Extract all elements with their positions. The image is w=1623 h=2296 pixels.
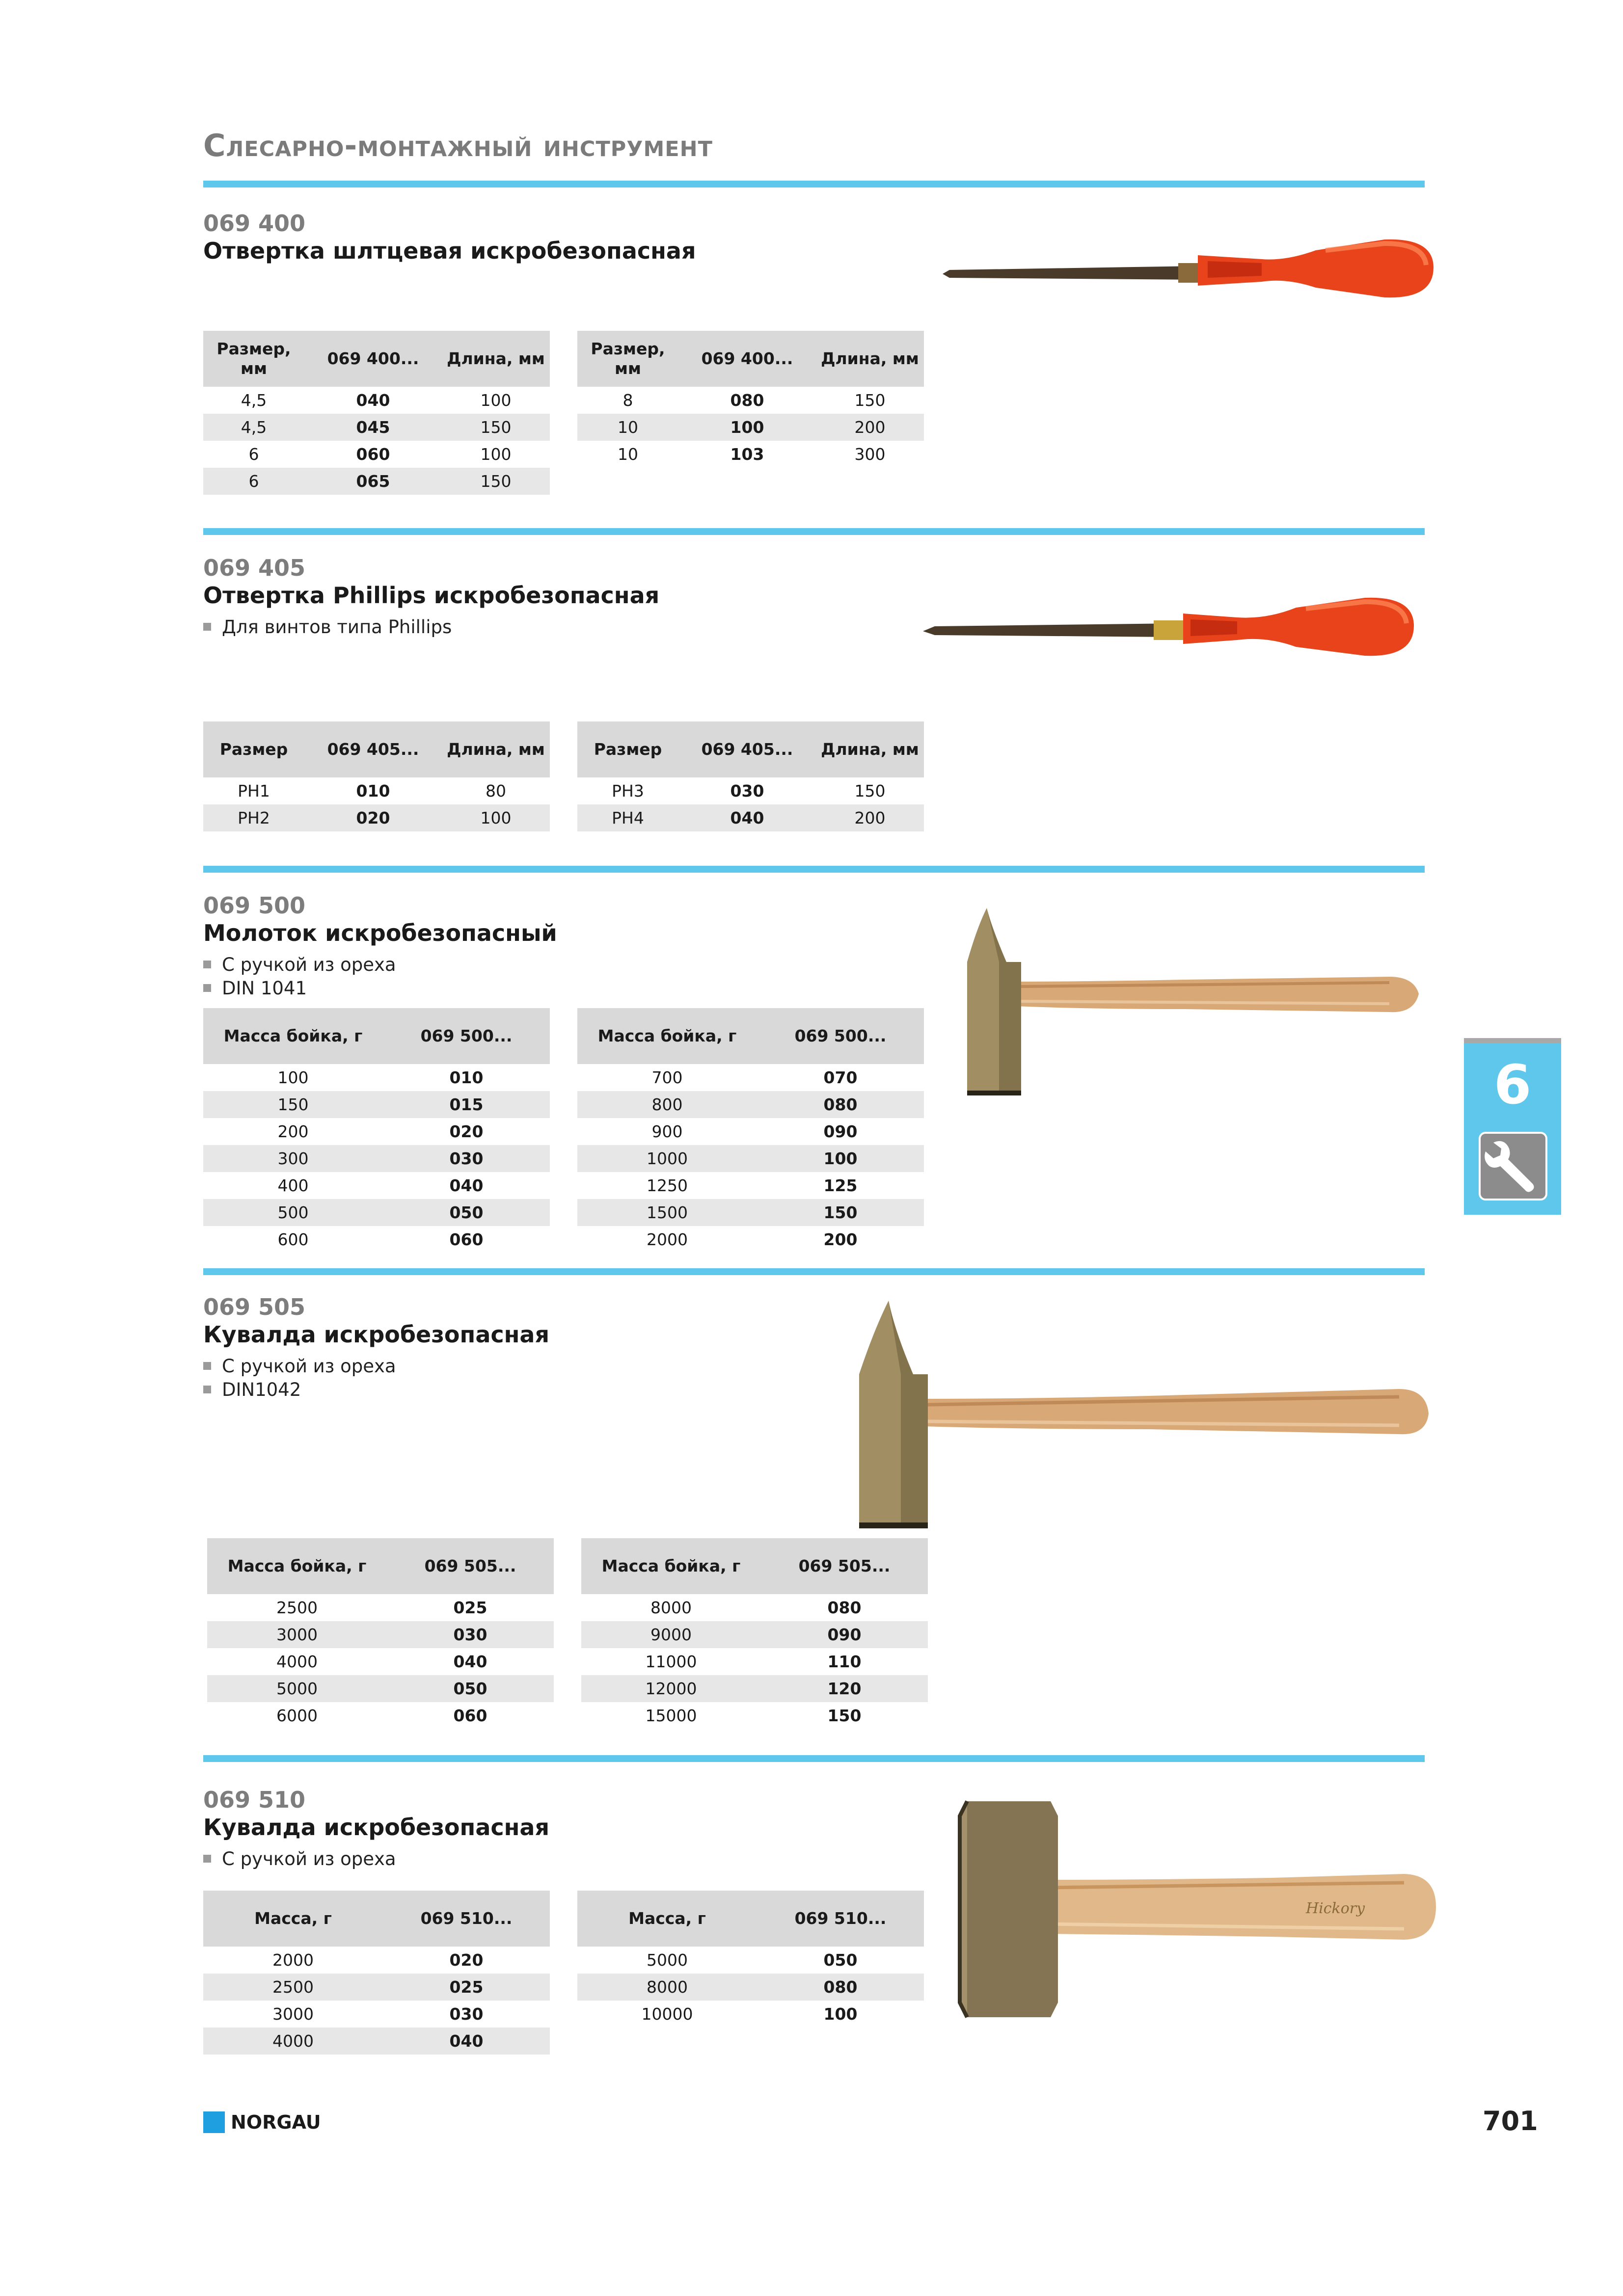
feature-text: С ручкой из ореха — [222, 954, 396, 975]
cell-mass: 100 — [277, 1068, 309, 1087]
spec-table-069500-b — [577, 1008, 924, 1253]
cell-size: 10 — [618, 445, 638, 464]
product-code: 069 400 — [203, 210, 306, 237]
cell-code: 045 — [304, 414, 442, 441]
feature-text: С ручкой из ореха — [222, 1356, 396, 1377]
bullet-square-icon — [203, 1855, 211, 1863]
cell-mass: 2000 — [647, 1230, 688, 1249]
cell-code: 120 — [761, 1675, 928, 1702]
feature-item — [203, 1847, 549, 1871]
col-header-mass: Масса бойка, г — [577, 1008, 757, 1064]
table-row — [577, 2001, 924, 2028]
hammer-image — [962, 908, 1434, 1104]
spec-table-069400-b — [577, 331, 924, 468]
spec-table-069400-a — [203, 331, 550, 495]
product-name: Кувалда искробезопасная — [203, 1321, 549, 1348]
section-069510-header — [203, 1787, 549, 1871]
table-row — [203, 468, 550, 495]
table-row — [581, 1648, 928, 1675]
cell-size: 4,5 — [241, 391, 267, 410]
cell-code: 030 — [449, 2004, 484, 2024]
cell-mass: 1250 — [647, 1176, 688, 1195]
cell-code: 103 — [730, 445, 764, 464]
col-header-length: Длина, мм — [442, 331, 550, 387]
cell-code: 040 — [449, 1176, 484, 1195]
page-title: Слесарно-монтажный инструмент — [203, 128, 713, 163]
page-number: 701 — [1483, 2106, 1538, 2136]
bullet-square-icon — [203, 623, 211, 631]
section-divider — [203, 1268, 1425, 1275]
cell-code: 040 — [453, 1652, 487, 1671]
table-row — [581, 1675, 928, 1702]
table-row — [203, 387, 550, 414]
section-divider — [203, 866, 1425, 873]
cell-length: 200 — [816, 804, 924, 831]
cell-code: 015 — [383, 1091, 550, 1118]
cell-mass: 8000 — [577, 1974, 757, 2001]
table-row — [203, 2028, 550, 2055]
cell-size: PH1 — [238, 781, 270, 801]
table-row — [207, 1594, 554, 1621]
col-header-code: 069 500... — [383, 1008, 550, 1064]
product-name: Молоток искробезопасный — [203, 920, 557, 946]
feature-item — [203, 953, 557, 977]
cell-code: 080 — [827, 1598, 862, 1617]
table-row — [577, 387, 924, 414]
product-code: 069 405 — [203, 555, 306, 581]
cell-size: 4,5 — [203, 414, 304, 441]
brand-name: NORGAU — [231, 2111, 321, 2133]
table-row — [203, 1064, 550, 1091]
table-row — [577, 777, 924, 804]
table-row — [207, 1702, 554, 1729]
feature-text: Для винтов типа Phillips — [222, 616, 452, 638]
cell-mass: 11000 — [645, 1652, 697, 1671]
cell-code: 110 — [827, 1652, 862, 1671]
phillips-screwdriver-image — [923, 589, 1419, 667]
cell-code: 070 — [823, 1068, 858, 1087]
cell-code: 050 — [383, 1199, 550, 1226]
table-row — [203, 2001, 550, 2028]
cell-code: 040 — [356, 391, 390, 410]
spec-table-069510-a — [203, 1891, 550, 2055]
col-header-size: Размер — [577, 721, 678, 777]
cell-mass: 2500 — [276, 1598, 318, 1617]
table-row — [203, 804, 550, 831]
col-header-mass: Масса, г — [577, 1891, 757, 1947]
cell-code: 150 — [827, 1706, 862, 1725]
cell-mass: 5000 — [207, 1675, 387, 1702]
spec-table-069405-a — [203, 721, 550, 831]
cell-code: 010 — [356, 781, 390, 801]
chapter-tab-topbar — [1464, 1038, 1561, 1043]
cell-length: 200 — [816, 414, 924, 441]
col-header-mass: Масса бойка, г — [207, 1538, 387, 1594]
cell-size: 10 — [577, 414, 678, 441]
cell-code: 060 — [356, 445, 390, 464]
table-row — [577, 1199, 924, 1226]
col-header-code: 069 405... — [678, 721, 816, 777]
bullet-square-icon — [203, 961, 211, 968]
table-row — [203, 441, 550, 468]
cell-mass: 4000 — [203, 2028, 383, 2055]
table-row — [577, 804, 924, 831]
bullet-square-icon — [203, 984, 211, 992]
col-header-code: 069 510... — [757, 1891, 924, 1947]
header-divider — [203, 181, 1425, 187]
cell-length: 150 — [442, 468, 550, 495]
spec-table-069505-b — [581, 1538, 928, 1729]
cell-mass: 10000 — [641, 2004, 693, 2024]
sledgehammer-image — [854, 1301, 1434, 1536]
cell-mass: 500 — [203, 1199, 383, 1226]
cell-code: 090 — [823, 1122, 858, 1141]
feature-item — [203, 1355, 549, 1378]
col-header-code: 069 505... — [387, 1538, 554, 1594]
cell-length: 300 — [854, 445, 886, 464]
hickory-label: Hickory — [1306, 1900, 1365, 1917]
col-header-mass: Масса, г — [203, 1891, 383, 1947]
cell-mass: 800 — [577, 1091, 757, 1118]
wrench-icon — [1479, 1132, 1547, 1201]
cell-size: 6 — [203, 468, 304, 495]
col-header-size: Размер, мм — [577, 331, 678, 387]
chapter-number: 6 — [1493, 1053, 1532, 1116]
cell-code: 080 — [730, 391, 764, 410]
cell-length: 150 — [854, 391, 886, 410]
product-name: Отвертка Phillips искробезопасная — [203, 582, 660, 609]
cell-mass: 900 — [651, 1122, 683, 1141]
table-row — [577, 1091, 924, 1118]
table-row — [577, 1172, 924, 1199]
feature-text: С ручкой из ореха — [222, 1848, 396, 1869]
cell-code: 020 — [449, 1950, 484, 1970]
col-header-length: Длина, мм — [442, 721, 550, 777]
table-row — [577, 1947, 924, 1974]
cell-mass: 4000 — [276, 1652, 318, 1671]
cell-length: 100 — [442, 804, 550, 831]
cell-size: PH2 — [203, 804, 304, 831]
cell-size: PH3 — [612, 781, 644, 801]
table-row — [577, 1974, 924, 2001]
table-row — [203, 1947, 550, 1974]
cell-code: 030 — [387, 1621, 554, 1648]
table-row — [581, 1594, 928, 1621]
spec-table-069405-b — [577, 721, 924, 831]
cell-mass: 3000 — [272, 2004, 314, 2024]
cell-mass: 2500 — [203, 1974, 383, 2001]
table-row — [203, 1091, 550, 1118]
product-name: Отвертка шлтцевая искробезопасная — [203, 238, 696, 264]
section-069405-header — [203, 555, 659, 639]
cell-mass: 5000 — [647, 1950, 688, 1970]
table-row — [207, 1621, 554, 1648]
feature-list — [203, 953, 557, 1000]
cell-length: 150 — [854, 781, 886, 801]
cell-code: 125 — [823, 1176, 858, 1195]
col-header-length: Длина, мм — [816, 331, 924, 387]
cell-code: 060 — [453, 1706, 487, 1725]
cell-length: 150 — [442, 414, 550, 441]
product-code: 069 510 — [203, 1787, 306, 1813]
cell-code: 030 — [383, 1145, 550, 1172]
table-row — [207, 1675, 554, 1702]
spec-table-069505-a — [207, 1538, 554, 1729]
cell-mass: 8000 — [650, 1598, 692, 1617]
brand-logo-square — [203, 2111, 225, 2133]
cell-mass: 9000 — [581, 1621, 761, 1648]
cell-size: 8 — [622, 391, 633, 410]
cell-mass: 3000 — [207, 1621, 387, 1648]
table-row — [203, 414, 550, 441]
cell-size: PH4 — [577, 804, 678, 831]
cell-code: 100 — [757, 1145, 924, 1172]
bullet-square-icon — [203, 1386, 211, 1393]
cell-code: 025 — [383, 1974, 550, 2001]
col-header-code: 069 505... — [761, 1538, 928, 1594]
table-row — [207, 1648, 554, 1675]
table-row — [203, 1172, 550, 1199]
section-069400-header — [203, 210, 696, 264]
feature-list — [203, 1847, 549, 1871]
table-row — [203, 777, 550, 804]
col-header-mass: Масса бойка, г — [581, 1538, 761, 1594]
col-header-mass: Масса бойка, г — [203, 1008, 383, 1064]
col-header-size: Размер, мм — [203, 331, 304, 387]
cell-code: 060 — [449, 1230, 484, 1249]
cell-mass: 400 — [277, 1176, 309, 1195]
cell-mass: 2000 — [272, 1950, 314, 1970]
spec-table-069500-a — [203, 1008, 550, 1253]
table-row — [203, 1226, 550, 1253]
cell-length: 100 — [480, 445, 512, 464]
table-row — [577, 1226, 924, 1253]
feature-item — [203, 977, 557, 1000]
cell-code: 080 — [757, 1974, 924, 2001]
cell-code: 150 — [757, 1199, 924, 1226]
feature-list — [203, 1355, 549, 1402]
cell-code: 050 — [387, 1675, 554, 1702]
spec-table-069510-b — [577, 1891, 924, 2028]
col-header-code: 069 400... — [304, 331, 442, 387]
col-header-length: Длина, мм — [816, 721, 924, 777]
col-header-code: 069 400... — [678, 331, 816, 387]
cell-code: 100 — [823, 2004, 858, 2024]
cell-code: 040 — [678, 804, 816, 831]
section-divider — [203, 528, 1425, 535]
slotted-screwdriver-image — [943, 231, 1438, 309]
col-header-code: 069 510... — [383, 1891, 550, 1947]
table-row — [203, 1145, 550, 1172]
product-code: 069 500 — [203, 892, 306, 919]
section-069500-header — [203, 892, 557, 1000]
cell-code: 020 — [304, 804, 442, 831]
table-row — [577, 441, 924, 468]
cell-mass: 600 — [277, 1230, 309, 1249]
cell-code: 030 — [730, 781, 764, 801]
table-row — [577, 1064, 924, 1091]
cell-code: 025 — [453, 1598, 487, 1617]
cell-size: 6 — [248, 445, 259, 464]
cell-code: 065 — [304, 468, 442, 495]
cell-code: 100 — [678, 414, 816, 441]
feature-text: DIN 1041 — [222, 978, 307, 999]
cell-code: 200 — [823, 1230, 858, 1249]
product-code: 069 505 — [203, 1294, 306, 1320]
feature-list — [203, 615, 659, 639]
section-069505-header — [203, 1294, 549, 1402]
cell-mass: 200 — [277, 1122, 309, 1141]
cell-code: 050 — [823, 1950, 858, 1970]
cell-mass: 150 — [203, 1091, 383, 1118]
cell-code: 010 — [449, 1068, 484, 1087]
product-name: Кувалда искробезопасная — [203, 1814, 549, 1841]
cell-mass: 300 — [203, 1145, 383, 1172]
feature-item — [203, 615, 659, 639]
table-row — [577, 1118, 924, 1145]
feature-text: DIN1042 — [222, 1379, 301, 1400]
section-divider — [203, 1755, 1425, 1762]
cell-mass: 6000 — [276, 1706, 318, 1725]
table-row — [581, 1702, 928, 1729]
table-row — [203, 1974, 550, 2001]
cell-code: 080 — [757, 1091, 924, 1118]
cell-mass: 1500 — [577, 1199, 757, 1226]
club-hammer-image — [952, 1796, 1438, 2022]
col-header-code: 069 500... — [757, 1008, 924, 1064]
bullet-square-icon — [203, 1362, 211, 1370]
cell-mass: 15000 — [645, 1706, 697, 1725]
table-row — [577, 1145, 924, 1172]
cell-mass: 700 — [651, 1068, 683, 1087]
col-header-code: 069 405... — [304, 721, 442, 777]
col-header-size: Размер — [203, 721, 304, 777]
cell-code: 090 — [761, 1621, 928, 1648]
table-row — [203, 1199, 550, 1226]
table-row — [581, 1621, 928, 1648]
cell-mass: 12000 — [581, 1675, 761, 1702]
table-row — [577, 414, 924, 441]
cell-code: 020 — [449, 1122, 484, 1141]
cell-length: 100 — [480, 391, 512, 410]
cell-code: 040 — [383, 2028, 550, 2055]
cell-mass: 1000 — [577, 1145, 757, 1172]
feature-item — [203, 1378, 549, 1402]
cell-length: 80 — [486, 781, 506, 801]
table-row — [203, 1118, 550, 1145]
